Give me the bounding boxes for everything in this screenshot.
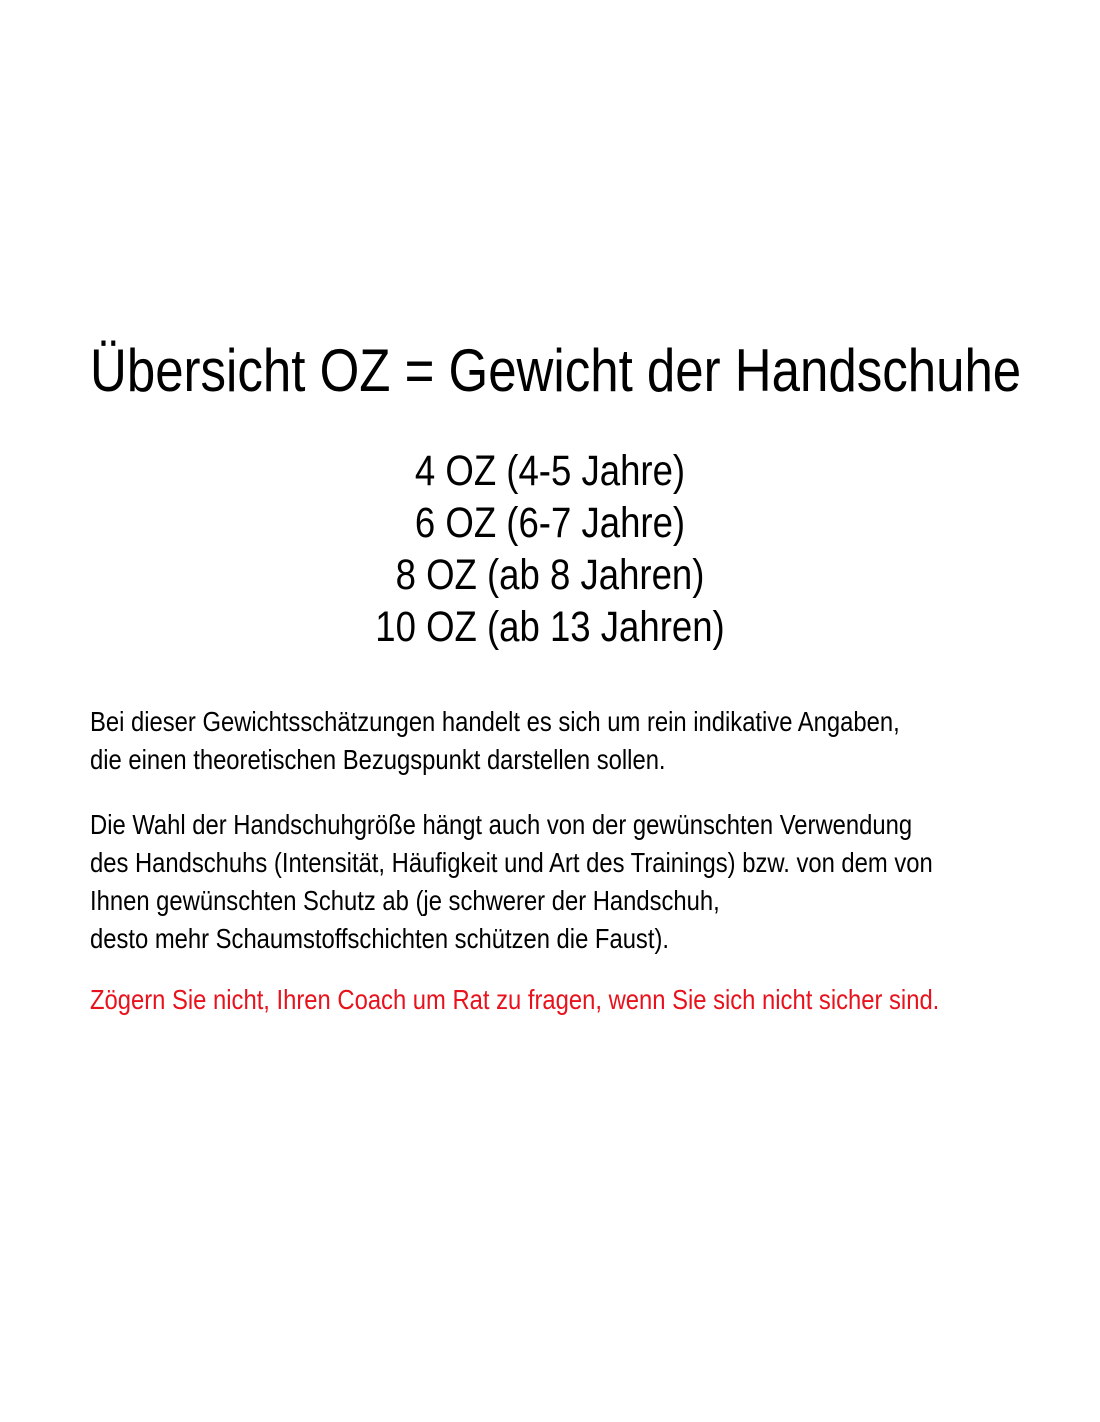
oz-list-item-10oz: 10 OZ (ab 13 Jahren) bbox=[375, 603, 725, 651]
paragraph-line: des Handschuhs (Intensität, Häufigkeit und Art des Trainings) bzw. von dem von bbox=[90, 847, 933, 878]
paragraph-indicative-note bbox=[90, 703, 1043, 779]
oz-list-item-6oz: 6 OZ (6-7 Jahre) bbox=[414, 499, 686, 547]
paragraph-line: desto mehr Schaumstoffschichten schützen die Faust). bbox=[90, 923, 669, 954]
paragraph-line: Bei dieser Gewichtsschätzungen handelt es sich um rein indikative Angaben, bbox=[90, 706, 900, 737]
oz-list-item-4oz: 4 OZ (4-5 Jahre) bbox=[414, 447, 686, 495]
oz-list-item-8oz: 8 OZ (ab 8 Jahren) bbox=[395, 551, 705, 599]
coach-advice-note bbox=[90, 981, 1089, 1019]
page-title: Übersicht OZ = Gewicht der Handschuhe bbox=[90, 337, 1022, 404]
coach-advice-text: Zögern Sie nicht, Ihren Coach um Rat zu fragen, wenn Sie sich nicht sicher sind. bbox=[90, 984, 940, 1015]
paragraph-line: Die Wahl der Handschuhgröße hängt auch von der gewünschten Verwendung bbox=[90, 809, 913, 840]
paragraph-line: die einen theoretischen Bezugspunkt darstellen sollen. bbox=[90, 744, 666, 775]
oz-weight-list bbox=[0, 445, 1100, 653]
paragraph-size-choice bbox=[90, 806, 1081, 958]
paragraph-line: Ihnen gewünschten Schutz ab (je schwerer der Handschuh, bbox=[90, 885, 720, 916]
